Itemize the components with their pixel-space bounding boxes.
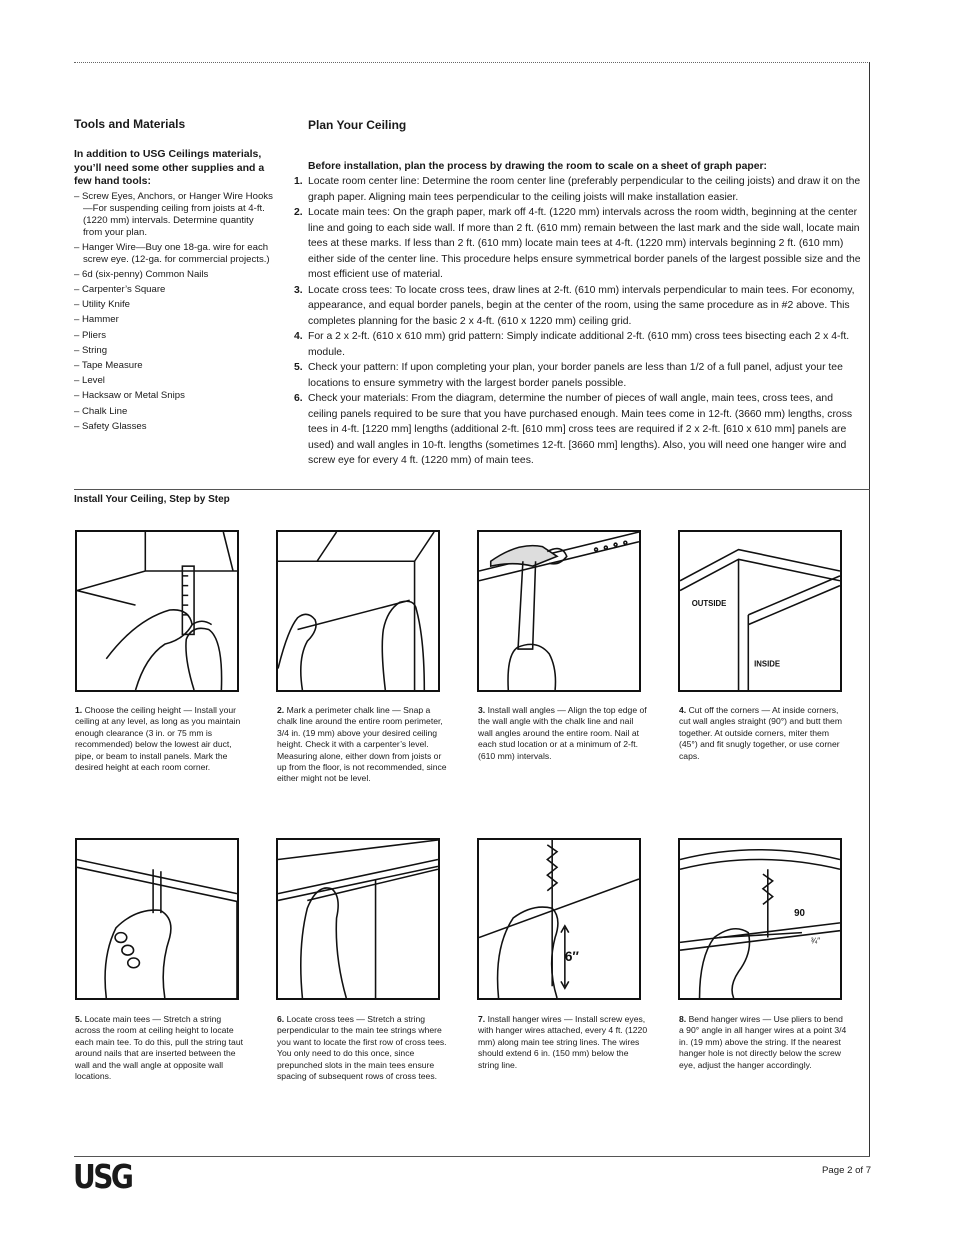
plan-step-number: 6. (294, 393, 303, 404)
step-text: Locate cross tees — Stretch a string perpendicular to the main tee strings where you want to locate the first row of cross tees. You only need to do this once, since prepunched slots in the main tees ensure spacing of subsequent rows of cross tees. (277, 1014, 447, 1082)
step-text: Mark a perimeter chalk line — Snap a chalk line around the entire room perimeter, 3/4 in. (19 mm) above your desired ceiling height. Check it with a carpenter’s level. Measuring alone, either down from joists or up from the floor, is not recommended, since either might not be level. (277, 705, 447, 784)
step-1-caption (75, 705, 245, 773)
tool-item: – Tape Measure (74, 360, 143, 371)
step-4-illustration (678, 530, 842, 692)
plan-steps-list (294, 174, 864, 469)
step-3-caption (478, 705, 648, 762)
page-number: Page 2 of 7 (822, 1165, 872, 1176)
plan-step-text: Check your pattern: If upon completing your plan, your border panels are less than 1/2 of a full panel, adjust your tee locations to ensure symmetry with the largest border panels possible. (308, 362, 843, 389)
plan-step (294, 391, 864, 469)
plan-step (294, 174, 864, 205)
inside-label: INSIDE (754, 659, 781, 669)
step-6-illustration (276, 838, 440, 1000)
plan-step-number: 4. (294, 331, 303, 342)
plan-ceiling-section (294, 118, 864, 469)
step-num: 1. (75, 705, 83, 715)
tool-item: – Hanger Wire—Buy one 18-ga. wire for each screw eye. (12-ga. for commercial projects.) (74, 241, 270, 265)
tools-list (74, 191, 274, 433)
step-text: Cut off the corners — At inside corners, cut wall angles straight (90°) and butt them together. At outside corners, miter them (45°) and fit snugly together, or use corner caps. (679, 705, 842, 761)
plan-step-number: 2. (294, 207, 303, 218)
step-num: 7. (478, 1014, 486, 1024)
tool-item: – Screw Eyes, Anchors, or Hanger Wire Hooks—For suspending ceiling from joists at 4-ft. (1220 mm) intervals. Determine quantity from your plan. (74, 190, 273, 238)
step-num: 4. (679, 705, 687, 715)
tools-intro: In addition to USG Ceilings materials, you’ll need some other supplies and a few hand tools: (74, 148, 265, 187)
step-4-caption (679, 705, 849, 762)
top-dotted-rule (74, 62, 870, 63)
three-quarter-label: ¾″ (810, 936, 820, 946)
install-heading: Install Your Ceiling, Step by Step (74, 494, 230, 505)
step-5-caption (75, 1014, 245, 1082)
footer-divider (74, 1156, 870, 1157)
step-7-caption (478, 1014, 648, 1071)
plan-step-number: 3. (294, 284, 303, 296)
step-2-caption (277, 705, 447, 785)
plan-step-number: 5. (294, 362, 303, 373)
tool-item: – 6d (six-penny) Common Nails (74, 268, 209, 280)
step-num: 3. (478, 705, 486, 715)
tool-item: – Carpenter’s Square (74, 284, 166, 296)
plan-step (294, 360, 864, 391)
step-num: 5. (75, 1014, 83, 1024)
tools-and-materials-section (74, 118, 274, 436)
six-inch-label: 6″ (564, 948, 579, 964)
right-border-line (869, 62, 870, 1157)
step-1-illustration (75, 530, 239, 692)
step-text: Install hanger wires — Install screw eyes, with hanger wires attached, every 4 ft. (1220 mm) along main tee string lines. The wires should extend 6 in. (150 mm) below the string line. (478, 1014, 648, 1070)
plan-step (294, 205, 864, 283)
tool-item: – Hammer (74, 314, 119, 326)
tool-item: – Utility Knife (74, 299, 130, 311)
plan-heading: Plan Your Ceiling (308, 118, 407, 132)
plan-step (294, 329, 864, 360)
step-7-illustration (477, 838, 641, 1000)
step-5-illustration (75, 838, 239, 1000)
step-num: 2. (277, 705, 285, 715)
section-divider (74, 489, 870, 490)
tool-item: – String (74, 344, 108, 356)
step-8-illustration (678, 838, 842, 1000)
tools-heading: Tools and Materials (74, 117, 186, 131)
step-text: Choose the ceiling height — Install your ceiling at any level, as long as you maintain enough clearance (3 in. or 75 mm is recommended) below the lowest air duct, pipe, or beam to install panels. Mark the desired height at each room corner. (75, 705, 241, 773)
outside-label: OUTSIDE (691, 599, 727, 609)
step-num: 8. (679, 1014, 687, 1024)
plan-step-text: Locate main tees: On the graph paper, mark off 4-ft. (1220 mm) intervals across the room width, beginning at the center line and going to each side wall. If more than 2 ft. (610 mm) remain between the last mark and the side wall, locate main tees at these marks. If less than 2 ft. (610 mm) locate main tees at 4-ft. (1220 mm) intervals beginning 2 ft. (610 mm) either side of the center line. This procedure helps ensure symmetrical border panels of the largest possible size and the most efficient use of material. (308, 207, 861, 280)
plan-intro: Before installation, plan the process by drawing the room to scale on a sheet of graph paper: (308, 161, 768, 172)
tool-item: – Safety Glasses (74, 420, 147, 432)
plan-step-text: Check your materials: From the diagram, determine the number of pieces of wall angle, main tees, cross tees, and ceiling panels required to be sure that you have purchased enough. Main tees come in 12-ft. (3660 mm) lengths, cross tees in 4-ft. [1220 mm] lengths (additional 2-ft. [610 mm] cross tees are required if 2 x 2-ft. [610 x 610 mm] panels are used) and wall angles in 10-ft. lengths (sometimes 12-ft. [3660 mm] lengths). Also, you will need one hanger wire and screw eye for every 4 ft. (1220 mm) of main tees. (308, 393, 853, 466)
tool-item: – Hacksaw or Metal Snips (74, 390, 185, 402)
step-2-illustration (276, 530, 440, 692)
plan-step-number: 1. (294, 176, 303, 187)
step-num: 6. (277, 1014, 285, 1024)
step-6-caption (277, 1014, 447, 1082)
step-8-caption (679, 1014, 849, 1071)
tool-item: – Chalk Line (74, 405, 128, 417)
step-3-illustration (477, 530, 641, 692)
ninety-label: 90 (794, 908, 805, 920)
step-text: Bend hanger wires — Use pliers to bend a 90° angle in all hanger wires at a point 3/4 in. (19 mm) above the string. If the nearest hanger hole is not directly below the screw eye, adjust the hanger accordingly. (679, 1014, 847, 1070)
tool-item: – Level (74, 375, 105, 387)
plan-step-text: Locate room center line: Determine the room center line (preferably perpendicular to the ceiling joists) and draw it on the graph paper. Aligning main tees perpendicular to the ceiling joists will make installation easier. (308, 176, 861, 203)
plan-step-text: Locate cross tees: To locate cross tees, draw lines at 2-ft. (610 mm) intervals perpendicular to main tees. For economy, appearance, and equal border panels, begin at the center of the room, using the same procedure as in #2 above. This completes planning for the basic 2 x 4-ft. (610 x 1220 mm) ceiling grid. (308, 284, 855, 327)
step-text: Install wall angles — Align the top edge of the wall angle with the chalk line and nail wall angles around the entire room. Nail at each stud location or at a minimum of 2-ft. (610 mm) intervals. (478, 705, 647, 761)
plan-step (294, 283, 864, 330)
plan-step-text: For a 2 x 2-ft. (610 x 610 mm) grid pattern: Simply indicate additional 2-ft. (610 mm) cross tees bisecting each 2 x 4-ft. module. (308, 331, 850, 358)
usg-logo: USG (73, 1157, 132, 1196)
tool-item: – Pliers (74, 329, 106, 341)
step-text: Locate main tees — Stretch a string across the room at ceiling height to locate each main tee. To do this, pull the string taut around nails that are inserted between the wall and the wall angle at opposite wall locations. (75, 1014, 243, 1082)
